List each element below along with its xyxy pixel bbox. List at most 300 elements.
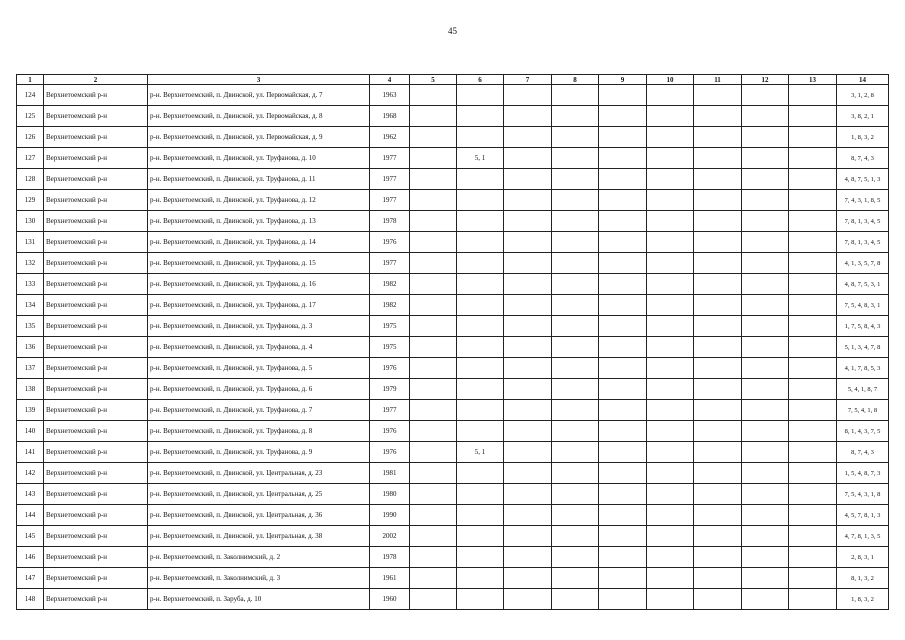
column-5-cell <box>410 211 457 232</box>
column-14-cell: 7, 8, 1, 3, 4, 5 <box>837 232 889 253</box>
row-number: 139 <box>17 400 44 421</box>
column-11-cell <box>694 85 742 106</box>
column-7-cell <box>504 568 552 589</box>
district-cell: Верхнетоемский р-н <box>44 505 148 526</box>
address-cell: р-н. Верхнетоемский, п. Двинской, ул. Первомайская, д. 7 <box>148 85 370 106</box>
column-8-cell <box>552 526 599 547</box>
column-header-11: 11 <box>694 75 742 85</box>
row-number: 137 <box>17 358 44 379</box>
column-8-cell <box>552 169 599 190</box>
column-14-cell: 5, 4, 1, 8, 7 <box>837 379 889 400</box>
district-cell: Верхнетоемский р-н <box>44 211 148 232</box>
column-9-cell <box>599 589 647 610</box>
column-12-cell <box>742 211 789 232</box>
column-11-cell <box>694 211 742 232</box>
column-10-cell <box>647 211 694 232</box>
column-12-cell <box>742 85 789 106</box>
column-5-cell <box>410 274 457 295</box>
column-9-cell <box>599 295 647 316</box>
table-body <box>17 85 889 610</box>
district-cell: Верхнетоемский р-н <box>44 568 148 589</box>
column-9-cell <box>599 442 647 463</box>
district-cell: Верхнетоемский р-н <box>44 169 148 190</box>
column-10-cell <box>647 295 694 316</box>
column-7-cell <box>504 589 552 610</box>
column-5-cell <box>410 379 457 400</box>
column-10-cell <box>647 127 694 148</box>
column-7-cell <box>504 106 552 127</box>
column-7-cell <box>504 274 552 295</box>
district-cell: Верхнетоемский р-н <box>44 400 148 421</box>
column-13-cell <box>789 421 837 442</box>
table-row <box>17 484 889 505</box>
district-cell: Верхнетоемский р-н <box>44 274 148 295</box>
column-13-cell <box>789 379 837 400</box>
column-8-cell <box>552 568 599 589</box>
column-11-cell <box>694 295 742 316</box>
district-cell: Верхнетоемский р-н <box>44 484 148 505</box>
column-6-cell <box>457 568 504 589</box>
column-7-cell <box>504 358 552 379</box>
column-12-cell <box>742 442 789 463</box>
column-8-cell <box>552 295 599 316</box>
column-6-cell <box>457 274 504 295</box>
table-row <box>17 316 889 337</box>
column-10-cell <box>647 106 694 127</box>
column-7-cell <box>504 547 552 568</box>
column-8-cell <box>552 148 599 169</box>
column-13-cell <box>789 211 837 232</box>
year-cell: 1961 <box>370 568 410 589</box>
housing-register-table <box>16 74 889 610</box>
district-cell: Верхнетоемский р-н <box>44 85 148 106</box>
column-11-cell <box>694 547 742 568</box>
address-cell: р-н. Верхнетоемский, п. Двинской, ул. Труфанова, д. 11 <box>148 169 370 190</box>
row-number: 131 <box>17 232 44 253</box>
column-12-cell <box>742 169 789 190</box>
column-14-cell: 4, 7, 8, 1, 3, 5 <box>837 526 889 547</box>
row-number: 134 <box>17 295 44 316</box>
year-cell: 1979 <box>370 379 410 400</box>
column-8-cell <box>552 589 599 610</box>
column-11-cell <box>694 442 742 463</box>
row-number: 129 <box>17 190 44 211</box>
column-5-cell <box>410 127 457 148</box>
row-number: 133 <box>17 274 44 295</box>
column-6-cell <box>457 526 504 547</box>
column-6-cell <box>457 295 504 316</box>
district-cell: Верхнетоемский р-н <box>44 337 148 358</box>
column-12-cell <box>742 505 789 526</box>
column-9-cell <box>599 358 647 379</box>
table-row <box>17 190 889 211</box>
column-10-cell <box>647 148 694 169</box>
column-11-cell <box>694 316 742 337</box>
column-8-cell <box>552 358 599 379</box>
year-cell: 1978 <box>370 211 410 232</box>
column-12-cell <box>742 190 789 211</box>
row-number: 124 <box>17 85 44 106</box>
district-cell: Верхнетоемский р-н <box>44 421 148 442</box>
column-9-cell <box>599 253 647 274</box>
column-13-cell <box>789 106 837 127</box>
table-row <box>17 463 889 484</box>
column-7-cell <box>504 169 552 190</box>
column-5-cell <box>410 505 457 526</box>
row-number: 126 <box>17 127 44 148</box>
column-13-cell <box>789 547 837 568</box>
column-8-cell <box>552 211 599 232</box>
column-12-cell <box>742 484 789 505</box>
column-9-cell <box>599 232 647 253</box>
column-6-cell <box>457 484 504 505</box>
column-10-cell <box>647 505 694 526</box>
table-header <box>17 75 889 85</box>
address-cell: р-н. Верхнетоемский, п. Двинской, ул. Труфанова, д. 9 <box>148 442 370 463</box>
column-6-cell <box>457 547 504 568</box>
column-10-cell <box>647 442 694 463</box>
year-cell: 1977 <box>370 148 410 169</box>
column-9-cell <box>599 190 647 211</box>
row-number: 140 <box>17 421 44 442</box>
table-row <box>17 169 889 190</box>
column-10-cell <box>647 568 694 589</box>
column-10-cell <box>647 379 694 400</box>
column-9-cell <box>599 211 647 232</box>
column-12-cell <box>742 127 789 148</box>
column-11-cell <box>694 148 742 169</box>
column-14-cell: 7, 4, 3, 1, 8, 5 <box>837 190 889 211</box>
column-6-cell: 5, 1 <box>457 442 504 463</box>
year-cell: 1976 <box>370 442 410 463</box>
column-11-cell <box>694 232 742 253</box>
column-11-cell <box>694 568 742 589</box>
table-row <box>17 358 889 379</box>
column-9-cell <box>599 484 647 505</box>
column-9-cell <box>599 421 647 442</box>
column-10-cell <box>647 547 694 568</box>
column-9-cell <box>599 148 647 169</box>
column-11-cell <box>694 463 742 484</box>
column-7-cell <box>504 400 552 421</box>
column-5-cell <box>410 442 457 463</box>
table-row <box>17 127 889 148</box>
column-5-cell <box>410 106 457 127</box>
row-number: 142 <box>17 463 44 484</box>
column-11-cell <box>694 253 742 274</box>
column-8-cell <box>552 505 599 526</box>
column-5-cell <box>410 85 457 106</box>
column-7-cell <box>504 463 552 484</box>
column-14-cell: 3, 8, 2, 1 <box>837 106 889 127</box>
column-12-cell <box>742 589 789 610</box>
column-header-1: 1 <box>17 75 44 85</box>
column-13-cell <box>789 568 837 589</box>
address-cell: р-н. Верхнетоемский, п. Двинской, ул. Труфанова, д. 17 <box>148 295 370 316</box>
column-13-cell <box>789 85 837 106</box>
address-cell: р-н. Верхнетоемский, п. Двинской, ул. Труфанова, д. 10 <box>148 148 370 169</box>
column-11-cell <box>694 379 742 400</box>
column-14-cell: 1, 8, 3, 2 <box>837 589 889 610</box>
column-6-cell <box>457 400 504 421</box>
column-header-3: 3 <box>148 75 370 85</box>
row-number: 141 <box>17 442 44 463</box>
column-8-cell <box>552 337 599 358</box>
column-14-cell: 8, 7, 4, 3 <box>837 148 889 169</box>
table-row <box>17 379 889 400</box>
column-11-cell <box>694 127 742 148</box>
column-12-cell <box>742 400 789 421</box>
column-13-cell <box>789 295 837 316</box>
row-number: 144 <box>17 505 44 526</box>
address-cell: р-н. Верхнетоемский, п. Двинской, ул. Труфанова, д. 7 <box>148 400 370 421</box>
address-cell: р-н. Верхнетоемский, п. Двинской, ул. Труфанова, д. 14 <box>148 232 370 253</box>
address-cell: р-н. Верхнетоемский, п. Двинской, ул. Труфанова, д. 13 <box>148 211 370 232</box>
table-row <box>17 526 889 547</box>
column-7-cell <box>504 190 552 211</box>
year-cell: 2002 <box>370 526 410 547</box>
column-11-cell <box>694 526 742 547</box>
column-13-cell <box>789 358 837 379</box>
row-number: 148 <box>17 589 44 610</box>
column-6-cell <box>457 106 504 127</box>
column-6-cell <box>457 379 504 400</box>
column-11-cell <box>694 505 742 526</box>
column-5-cell <box>410 169 457 190</box>
column-11-cell <box>694 358 742 379</box>
column-14-cell: 7, 5, 4, 3, 1, 8 <box>837 484 889 505</box>
column-13-cell <box>789 274 837 295</box>
column-12-cell <box>742 148 789 169</box>
column-12-cell <box>742 547 789 568</box>
column-9-cell <box>599 274 647 295</box>
year-cell: 1990 <box>370 505 410 526</box>
column-5-cell <box>410 148 457 169</box>
column-8-cell <box>552 400 599 421</box>
address-cell: р-н. Верхнетоемский, п. Двинской, ул. Центральная, д. 23 <box>148 463 370 484</box>
column-header-13: 13 <box>789 75 837 85</box>
row-number: 145 <box>17 526 44 547</box>
column-14-cell: 4, 8, 7, 5, 1, 3 <box>837 169 889 190</box>
column-12-cell <box>742 568 789 589</box>
district-cell: Верхнетоемский р-н <box>44 295 148 316</box>
column-10-cell <box>647 337 694 358</box>
column-12-cell <box>742 358 789 379</box>
district-cell: Верхнетоемский р-н <box>44 547 148 568</box>
row-number: 125 <box>17 106 44 127</box>
address-cell: р-н. Верхнетоемский, п. Двинской, ул. Труфанова, д. 3 <box>148 316 370 337</box>
column-7-cell <box>504 484 552 505</box>
district-cell: Верхнетоемский р-н <box>44 106 148 127</box>
column-13-cell <box>789 232 837 253</box>
row-number: 130 <box>17 211 44 232</box>
column-13-cell <box>789 484 837 505</box>
column-14-cell: 4, 8, 7, 5, 3, 1 <box>837 274 889 295</box>
address-cell: р-н. Верхнетоемский, п. Двинской, ул. Центральная, д. 36 <box>148 505 370 526</box>
column-12-cell <box>742 274 789 295</box>
table-row <box>17 547 889 568</box>
address-cell: р-н. Верхнетоемский, п. Двинской, ул. Труфанова, д. 4 <box>148 337 370 358</box>
year-cell: 1962 <box>370 127 410 148</box>
column-9-cell <box>599 526 647 547</box>
column-8-cell <box>552 379 599 400</box>
column-5-cell <box>410 316 457 337</box>
column-13-cell <box>789 463 837 484</box>
column-9-cell <box>599 106 647 127</box>
column-9-cell <box>599 169 647 190</box>
column-6-cell: 5, 1 <box>457 148 504 169</box>
column-6-cell <box>457 253 504 274</box>
year-cell: 1975 <box>370 316 410 337</box>
header-row <box>17 75 889 85</box>
column-10-cell <box>647 253 694 274</box>
column-7-cell <box>504 442 552 463</box>
column-6-cell <box>457 211 504 232</box>
address-cell: р-н. Верхнетоемский, п. Заруба, д. 10 <box>148 589 370 610</box>
column-header-7: 7 <box>504 75 552 85</box>
column-5-cell <box>410 253 457 274</box>
column-10-cell <box>647 232 694 253</box>
table-row <box>17 337 889 358</box>
column-9-cell <box>599 85 647 106</box>
column-13-cell <box>789 526 837 547</box>
column-14-cell: 1, 7, 5, 8, 4, 3 <box>837 316 889 337</box>
table-row <box>17 505 889 526</box>
column-10-cell <box>647 463 694 484</box>
page-number: 45 <box>448 26 457 36</box>
column-5-cell <box>410 463 457 484</box>
year-cell: 1976 <box>370 358 410 379</box>
year-cell: 1976 <box>370 421 410 442</box>
column-6-cell <box>457 358 504 379</box>
year-cell: 1977 <box>370 253 410 274</box>
table-row <box>17 589 889 610</box>
year-cell: 1978 <box>370 547 410 568</box>
column-9-cell <box>599 337 647 358</box>
column-14-cell: 4, 5, 7, 8, 1, 3 <box>837 505 889 526</box>
column-6-cell <box>457 421 504 442</box>
column-5-cell <box>410 526 457 547</box>
column-7-cell <box>504 526 552 547</box>
column-5-cell <box>410 547 457 568</box>
column-6-cell <box>457 190 504 211</box>
column-header-2: 2 <box>44 75 148 85</box>
column-header-5: 5 <box>410 75 457 85</box>
column-13-cell <box>789 505 837 526</box>
column-9-cell <box>599 505 647 526</box>
table-row <box>17 253 889 274</box>
column-header-12: 12 <box>742 75 789 85</box>
column-8-cell <box>552 190 599 211</box>
address-cell: р-н. Верхнетоемский, п. Заколнимский, д. 2 <box>148 547 370 568</box>
table-row <box>17 85 889 106</box>
column-5-cell <box>410 358 457 379</box>
column-header-6: 6 <box>457 75 504 85</box>
column-14-cell: 1, 8, 3, 2 <box>837 127 889 148</box>
column-12-cell <box>742 463 789 484</box>
column-9-cell <box>599 463 647 484</box>
column-8-cell <box>552 274 599 295</box>
column-7-cell <box>504 253 552 274</box>
year-cell: 1981 <box>370 463 410 484</box>
column-13-cell <box>789 190 837 211</box>
row-number: 127 <box>17 148 44 169</box>
column-14-cell: 2, 8, 3, 1 <box>837 547 889 568</box>
column-5-cell <box>410 484 457 505</box>
column-11-cell <box>694 484 742 505</box>
column-header-14: 14 <box>837 75 889 85</box>
column-14-cell: 8, 7, 4, 3 <box>837 442 889 463</box>
row-number: 143 <box>17 484 44 505</box>
column-6-cell <box>457 316 504 337</box>
column-7-cell <box>504 505 552 526</box>
row-number: 147 <box>17 568 44 589</box>
column-13-cell <box>789 589 837 610</box>
row-number: 132 <box>17 253 44 274</box>
column-10-cell <box>647 274 694 295</box>
column-9-cell <box>599 568 647 589</box>
table-row <box>17 400 889 421</box>
column-header-9: 9 <box>599 75 647 85</box>
column-13-cell <box>789 400 837 421</box>
column-10-cell <box>647 85 694 106</box>
column-7-cell <box>504 421 552 442</box>
column-7-cell <box>504 232 552 253</box>
column-10-cell <box>647 316 694 337</box>
column-14-cell: 5, 1, 3, 4, 7, 8 <box>837 337 889 358</box>
column-11-cell <box>694 421 742 442</box>
column-11-cell <box>694 106 742 127</box>
column-13-cell <box>789 442 837 463</box>
column-6-cell <box>457 589 504 610</box>
column-14-cell: 8, 1, 3, 2 <box>837 568 889 589</box>
column-8-cell <box>552 85 599 106</box>
column-12-cell <box>742 295 789 316</box>
column-8-cell <box>552 127 599 148</box>
column-6-cell <box>457 85 504 106</box>
column-11-cell <box>694 400 742 421</box>
column-13-cell <box>789 316 837 337</box>
column-7-cell <box>504 295 552 316</box>
column-6-cell <box>457 127 504 148</box>
address-cell: р-н. Верхнетоемский, п. Двинской, ул. Труфанова, д. 16 <box>148 274 370 295</box>
column-13-cell <box>789 127 837 148</box>
column-9-cell <box>599 127 647 148</box>
column-7-cell <box>504 316 552 337</box>
district-cell: Верхнетоемский р-н <box>44 589 148 610</box>
column-10-cell <box>647 169 694 190</box>
table-row <box>17 295 889 316</box>
year-cell: 1977 <box>370 190 410 211</box>
column-11-cell <box>694 589 742 610</box>
table-row <box>17 148 889 169</box>
year-cell: 1960 <box>370 589 410 610</box>
column-13-cell <box>789 169 837 190</box>
column-11-cell <box>694 274 742 295</box>
column-header-4: 4 <box>370 75 410 85</box>
table-row <box>17 274 889 295</box>
column-7-cell <box>504 148 552 169</box>
address-cell: р-н. Верхнетоемский, п. Двинской, ул. Первомайская, д. 8 <box>148 106 370 127</box>
address-cell: р-н. Верхнетоемский, п. Двинской, ул. Центральная, д. 38 <box>148 526 370 547</box>
table-row <box>17 442 889 463</box>
column-8-cell <box>552 442 599 463</box>
column-10-cell <box>647 421 694 442</box>
district-cell: Верхнетоемский р-н <box>44 148 148 169</box>
column-9-cell <box>599 547 647 568</box>
year-cell: 1976 <box>370 232 410 253</box>
column-6-cell <box>457 337 504 358</box>
